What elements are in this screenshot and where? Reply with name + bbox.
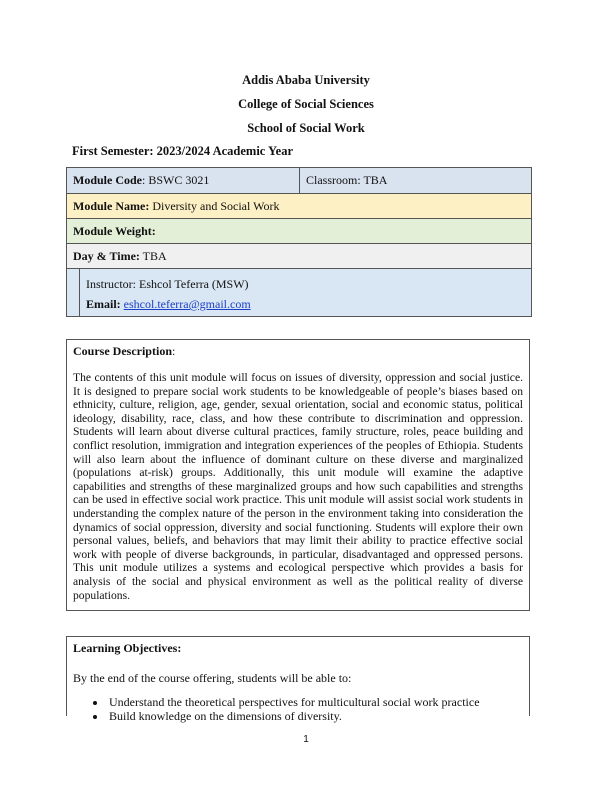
module-code-cell	[67, 168, 300, 193]
instructor-name: Instructor: Eshcol Teferra (MSW)	[86, 277, 249, 291]
day-time-row	[67, 243, 531, 268]
learning-objectives-list	[73, 695, 523, 723]
learning-objectives-title: Learning Objectives:	[73, 641, 182, 655]
module-info-table	[66, 167, 532, 317]
module-name-label: Module Name:	[73, 198, 150, 213]
email-label: Email:	[86, 297, 121, 311]
college-name: College of Social Sciences	[238, 97, 374, 111]
email-link[interactable]: eshcol.teferra@gmail.com	[123, 297, 251, 311]
module-code-value: : BSWC 3021	[142, 173, 210, 187]
learning-objectives-intro: By the end of the course offering, students will be able to:	[73, 671, 352, 685]
instructor-row	[67, 268, 531, 316]
school-name: School of Social Work	[247, 121, 365, 135]
course-description-title: Course Description	[73, 344, 172, 358]
course-description-text: The contents of this unit module will focus on issues of diversity, oppression and social justice. It is designed to prepare social work students to be knowledgeable of people’s biases based on ethnicity, culture, religion, age, gender, sexual orientation, social and economic status, political ideology, disability, race, class, and how these contribute to discrimination and oppression. Students will learn about diverse cultural practices, family structure, roles, peace building and conflict resolution, immigration and integration experiences of the peoples of Ethiopia. Students will also learn about the influence of dominant culture on these diverse and marginalized (populations at-risk) groups. Additionally, this unit module will examine the adaptive capabilities and strengths of these marginalized groups and how such capabilities and strengths can be used in effective social work practice. This unit module will assist social work students in understanding the complex nature of the person in the environment taking into consideration the dynamics of social oppression, diversity and social functioning. Students will explore their own personal values, beliefs, and behaviors that may limit their ability to practice effective social work with people of diverse backgrounds, in particular, disadvantaged and oppressed persons. This unit module utilizes a systems and ecological perspective which provides a basis for analysis of the social and physical environment as well as the political reality of diverse populations.	[73, 371, 523, 602]
course-description-colon: :	[172, 344, 176, 358]
list-item: • Build knowledge on the dimensions of diversity.	[107, 709, 523, 723]
course-description-box	[66, 339, 530, 611]
module-code-label: Module Code	[73, 173, 142, 187]
module-name-row	[67, 193, 531, 218]
email-line	[86, 294, 251, 314]
classroom-cell: Classroom: TBA	[306, 173, 388, 187]
course-description-heading	[73, 344, 523, 358]
instructor-cell	[79, 269, 251, 316]
module-weight-row	[67, 218, 531, 243]
list-item: • Understand the theoretical perspectives for multicultural social work practice	[107, 695, 523, 709]
page-number: 1	[303, 734, 309, 745]
semester-heading: First Semester: 2023/2024 Academic Year	[72, 144, 293, 158]
module-name-value: Diversity and Social Work	[149, 198, 280, 213]
learning-objectives-box	[66, 636, 530, 723]
day-time-value: TBA	[139, 248, 167, 263]
university-name: Addis Ababa University	[242, 73, 370, 87]
module-code-row	[67, 168, 531, 193]
day-time-label: Day & Time:	[73, 248, 140, 263]
module-weight-label: Module Weight:	[73, 223, 156, 238]
